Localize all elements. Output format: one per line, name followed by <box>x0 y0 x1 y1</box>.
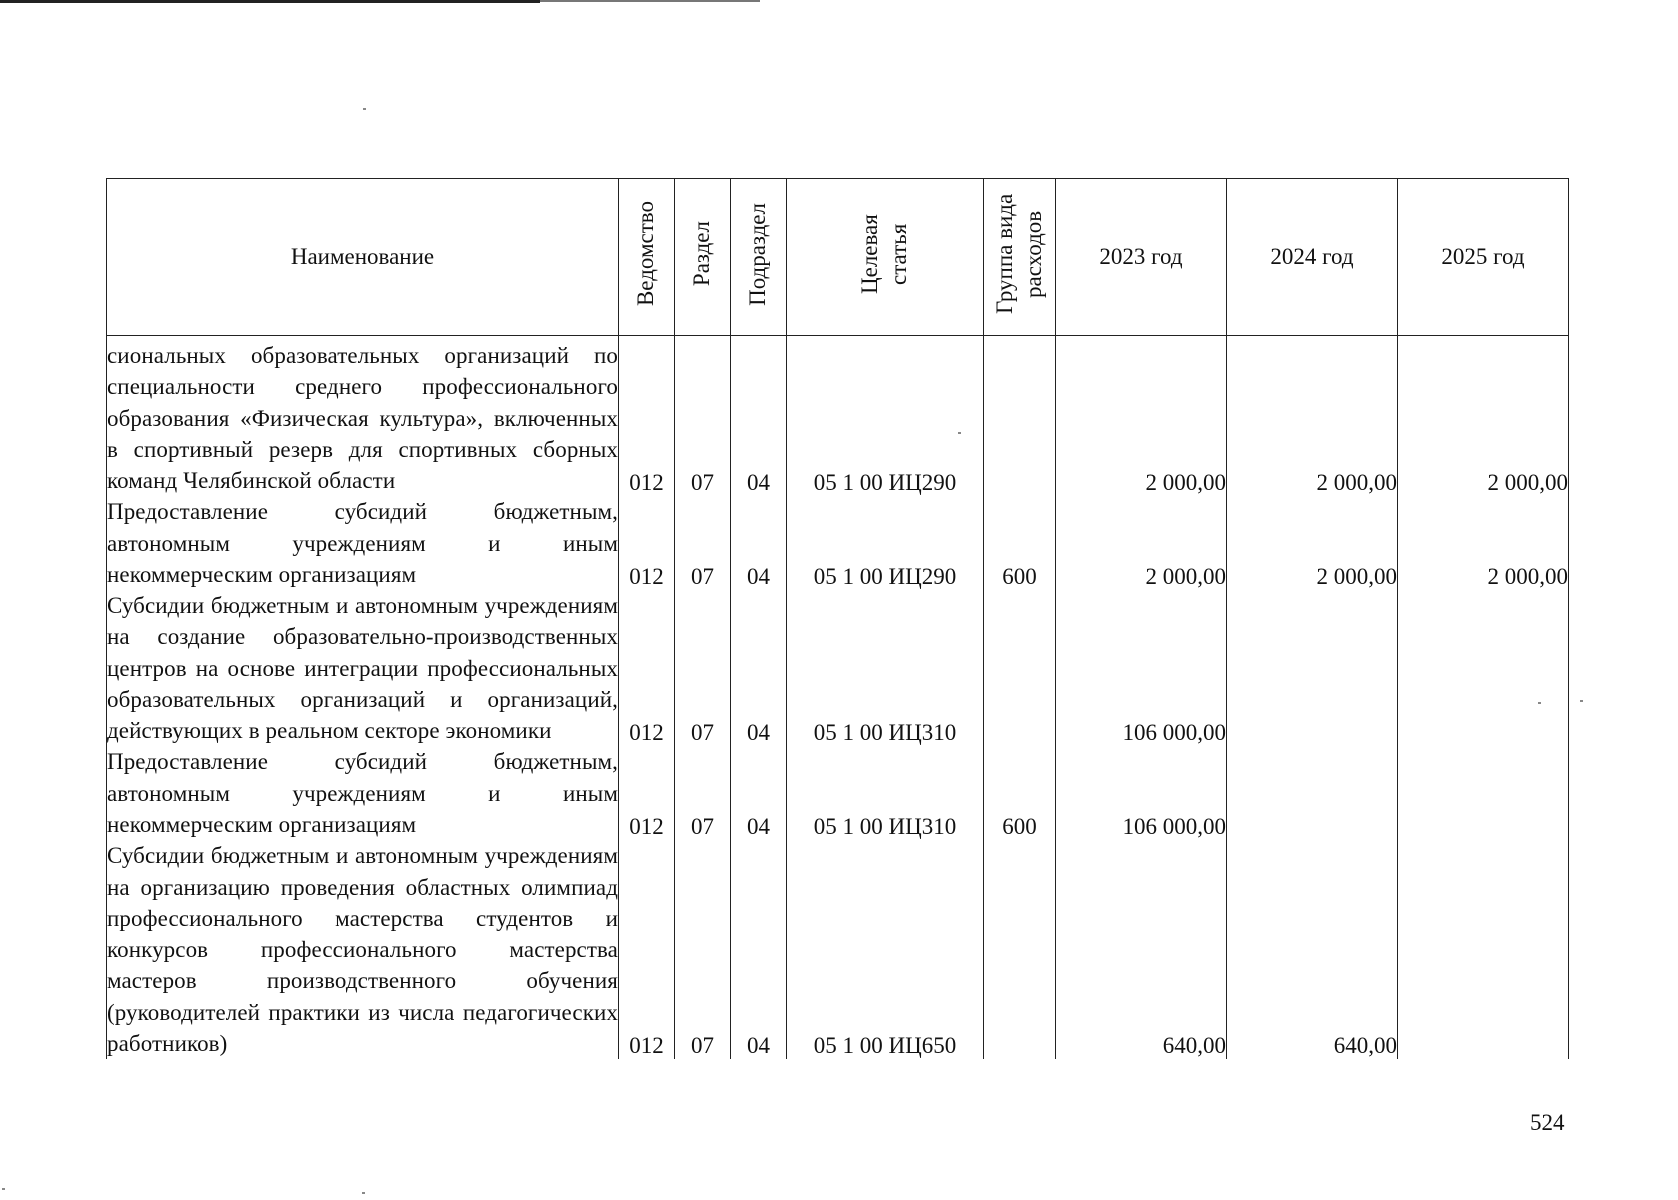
row-section: 07 <box>675 496 731 590</box>
row-section: 07 <box>675 590 731 746</box>
table-row <box>107 336 1569 497</box>
scan-speck <box>1538 702 1541 704</box>
top-scan-rule-faint <box>540 0 760 2</box>
row-subsection: 04 <box>731 746 787 840</box>
row-target-article: 05 1 00 ИЦ310 <box>787 746 984 840</box>
row-department: 012 <box>619 590 675 746</box>
row-department: 012 <box>619 496 675 590</box>
row-name: Предоставление субсидий бюджетным, автономным учреждениям и иным некоммерческим организациям <box>107 496 619 590</box>
row-amount-2024 <box>1227 590 1398 746</box>
scan-speck <box>362 1192 365 1194</box>
header-2025: 2025 год <box>1398 179 1569 336</box>
top-scan-rule <box>0 0 540 3</box>
row-amount-2023: 2 000,00 <box>1056 336 1227 497</box>
table-row <box>107 496 1569 590</box>
row-amount-2023: 106 000,00 <box>1056 746 1227 840</box>
header-name: Наименование <box>107 179 619 336</box>
row-expense-group <box>984 336 1056 497</box>
row-target-article: 05 1 00 ИЦ290 <box>787 336 984 497</box>
table-row <box>107 840 1569 1059</box>
row-expense-group: 600 <box>984 496 1056 590</box>
header-department: Ведомство <box>619 179 675 336</box>
table-row <box>107 590 1569 746</box>
row-amount-2024: 2 000,00 <box>1227 496 1398 590</box>
row-expense-group <box>984 840 1056 1059</box>
row-section: 07 <box>675 746 731 840</box>
row-target-article: 05 1 00 ИЦ290 <box>787 496 984 590</box>
row-amount-2023: 2 000,00 <box>1056 496 1227 590</box>
row-department: 012 <box>619 746 675 840</box>
row-target-article: 05 1 00 ИЦ310 <box>787 590 984 746</box>
scan-speck <box>2 1188 5 1190</box>
budget-table <box>106 178 1569 1059</box>
row-subsection: 04 <box>731 840 787 1059</box>
row-name: Субсидии бюджетным и автономным учреждениям на организацию проведения областных олимпиад профессионального мастерства студентов и конкурсов профессионального мастерства мастеров производственного обучения (руководителей практики из числа педагогических работников) <box>107 840 619 1059</box>
row-amount-2025: 2 000,00 <box>1398 496 1569 590</box>
table-row <box>107 746 1569 840</box>
row-section: 07 <box>675 336 731 497</box>
row-section: 07 <box>675 840 731 1059</box>
table-header-row <box>107 179 1569 336</box>
row-expense-group <box>984 590 1056 746</box>
header-section: Раздел <box>675 179 731 336</box>
row-amount-2025 <box>1398 590 1569 746</box>
scan-speck <box>958 432 961 434</box>
row-subsection: 04 <box>731 590 787 746</box>
header-subsection: Подраздел <box>731 179 787 336</box>
header-expense-group: Группа вида расходов <box>984 179 1056 336</box>
row-expense-group: 600 <box>984 746 1056 840</box>
scan-speck <box>1580 700 1583 702</box>
row-subsection: 04 <box>731 336 787 497</box>
page-number: 524 <box>1530 1110 1565 1135</box>
header-2024: 2024 год <box>1227 179 1398 336</box>
row-target-article: 05 1 00 ИЦ650 <box>787 840 984 1059</box>
row-amount-2023: 106 000,00 <box>1056 590 1227 746</box>
row-department: 012 <box>619 840 675 1059</box>
header-2023: 2023 год <box>1056 179 1227 336</box>
row-amount-2025 <box>1398 746 1569 840</box>
row-amount-2024: 2 000,00 <box>1227 336 1398 497</box>
row-subsection: 04 <box>731 496 787 590</box>
row-amount-2023: 640,00 <box>1056 840 1227 1059</box>
row-amount-2025: 2 000,00 <box>1398 336 1569 497</box>
row-amount-2025 <box>1398 840 1569 1059</box>
scan-speck <box>363 108 366 110</box>
header-target-article: Целевая статья <box>787 179 984 336</box>
row-amount-2024: 640,00 <box>1227 840 1398 1059</box>
row-name: Субсидии бюджетным и автономным учреждениям на создание образовательно-производственных центров на основе интеграции профессиональных образовательных организаций и организаций, действующих в реальном секторе экономики <box>107 590 619 746</box>
row-amount-2024 <box>1227 746 1398 840</box>
row-name: сиональных образовательных организаций по специальности среднего профессионального образования «Физическая культура», включенных в спортивный резерв для спортивных сборных команд Челябинской области <box>107 336 619 497</box>
row-department: 012 <box>619 336 675 497</box>
row-name: Предоставление субсидий бюджетным, автономным учреждениям и иным некоммерческим организациям <box>107 746 619 840</box>
